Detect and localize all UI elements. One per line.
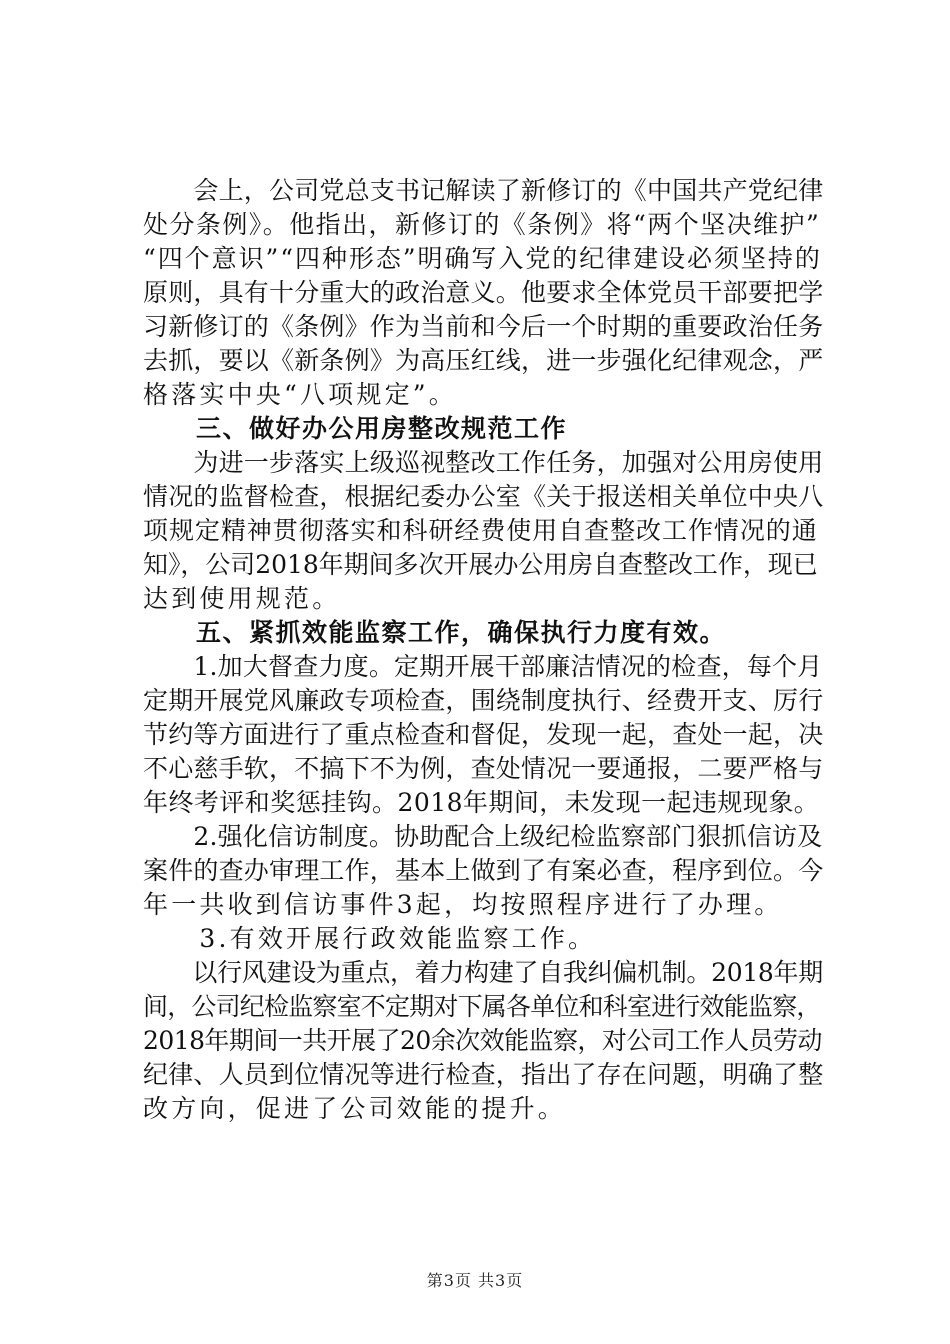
page-number-footer: 第3页 共3页: [426, 1271, 524, 1290]
paragraph-line: 去抓，要以《新条例》为高压红线，进一步强化纪律观念，严: [143, 346, 824, 375]
paragraph-line: 处分条例》。他指出，新修订的《条例》将“两个坚决维护”: [143, 210, 821, 239]
paragraph-line: 节约等方面进行了重点检查和督促，发现一起，查处一起，决: [143, 720, 824, 749]
paragraph-line: 原则，具有十分重大的政治意义。他要求全体党员干部要把学: [143, 278, 824, 307]
paragraph-line: 以行风建设为重点，着力构建了自我纠偏机制。2018年期: [143, 958, 823, 987]
paragraph-line: 纪律、人员到位情况等进行检查，指出了存在问题，明确了整: [143, 1060, 824, 1089]
paragraph-line: 年一共收到信访事件3起，均按照程序进行了办理。: [143, 890, 783, 919]
paragraph-line: 3.有效开展行政效能监察工作。: [143, 924, 597, 953]
paragraph-line: 年终考评和奖惩挂钩。2018年期间，未发现一起违规现象。: [143, 788, 820, 817]
paragraph-line: 案件的查办审理工作，基本上做到了有案必查，程序到位。今: [143, 856, 824, 885]
paragraph-line: 会上，公司党总支书记解读了新修订的《中国共产党纪律: [143, 176, 824, 205]
paragraph-line: 格落实中央“八项规定”。: [143, 380, 457, 409]
section-heading: 三、做好办公用房整改规范工作: [143, 414, 568, 443]
paragraph-line: 不心慈手软，不搞下不为例，查处情况一要通报，二要严格与: [143, 754, 824, 783]
paragraph-line: 改方向，促进了公司效能的提升。: [143, 1094, 567, 1123]
paragraph-line: “四个意识”“四种形态”明确写入党的纪律建设必须坚持的: [143, 244, 822, 273]
paragraph-line: 为进一步落实上级巡视整改工作任务，加强对公用房使用: [143, 448, 824, 477]
paragraph-line: 1.加大督查力度。定期开展干部廉洁情况的检查，每个月: [143, 652, 823, 681]
paragraph-line: 达到使用规范。: [143, 584, 341, 613]
paragraph-line: 习新修订的《条例》作为当前和今后一个时期的重要政治任务: [143, 312, 824, 341]
section-heading: 五、紧抓效能监察工作，确保执行力度有效。: [143, 618, 727, 647]
paragraph-line: 定期开展党风廉政专项检查，围绕制度执行、经费开支、厉行: [143, 686, 824, 715]
paragraph-line: 情况的监督检查，根据纪委办公室《关于报送相关单位中央八: [143, 482, 824, 511]
paragraph-line: 2.强化信访制度。协助配合上级纪检监察部门狠抓信访及: [143, 822, 823, 851]
paragraph-line: 2018年期间一共开展了20余次效能监察，对公司工作人员劳动: [143, 1026, 822, 1055]
paragraph-line: 知》，公司2018年期间多次开展办公用房自查整改工作，现已: [143, 550, 818, 579]
paragraph-line: 间，公司纪检监察室不定期对下属各单位和科室进行效能监察，: [143, 992, 821, 1021]
paragraph-line: 项规定精神贯彻落实和科研经费使用自查整改工作情况的通: [143, 516, 818, 545]
